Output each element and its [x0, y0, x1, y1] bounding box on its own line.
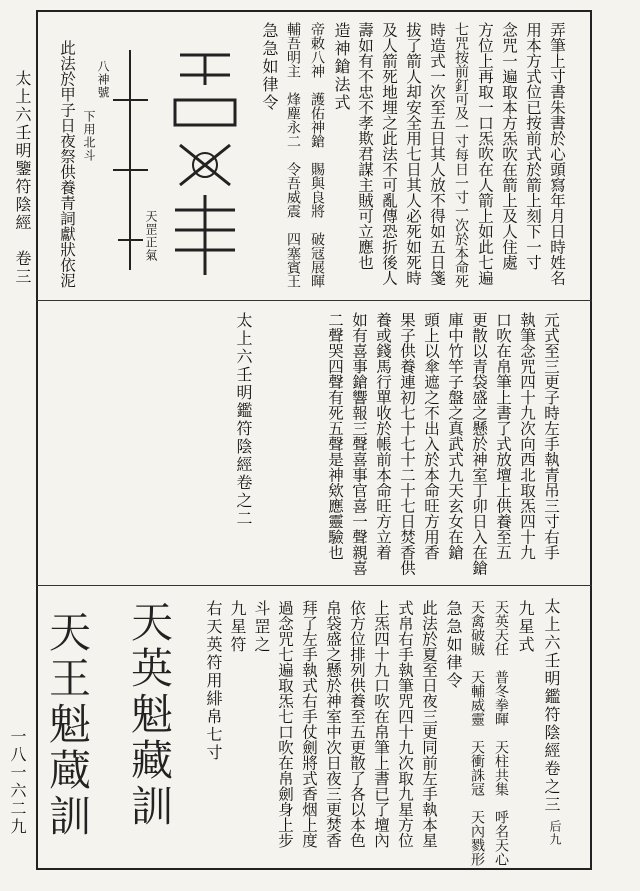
text-column: 天禽破賊 天輔威靈 天衝誅冦 天內戮形: [469, 600, 485, 866]
page-number-margin: 一八一六二九: [8, 728, 27, 836]
text-column: 頭上以傘遮之不出入於本命旺方用香: [422, 312, 440, 560]
talisman-label: 八神號: [96, 60, 110, 99]
volume-title: 太上六壬明鑑符陰經卷之三: [542, 598, 561, 814]
text-column: 拜了左手執式右手仗劍將式香烟上度: [300, 600, 318, 848]
seal-script-talisman: 天英魁藏訓: [125, 600, 174, 830]
text-column: 天英天任 普冬拳暉 天柱共集 呼名天心: [493, 600, 509, 866]
text-column: 元式至三更子時左手執青吊三寸右手: [542, 312, 560, 560]
text-column: 上炁四十九口吹在帛筆上書已了壇內: [372, 600, 390, 848]
talisman-label: 下用北斗: [82, 110, 96, 162]
book-title-margin: 太上六壬明鑒符陰經 卷三: [13, 70, 32, 286]
text-column: 此法於夏至日夜三更同前左手執本星: [420, 600, 438, 848]
text-column: 更散以青袋盛之懸於神室丁卯日入在鎗: [470, 312, 488, 576]
text-column: 七咒按前釘可及一寸每日一寸一次於本命死: [453, 22, 469, 288]
text-column: 帝敕八神 護佑神鎗 賜與良將 破冦展暉: [309, 22, 325, 288]
section-divider-lower: [36, 585, 592, 586]
text-column: 九星式: [516, 600, 535, 654]
text-column: 斗罡之: [252, 600, 271, 654]
text-column: 及人箭死地埋之此法不可亂傳恐折後人: [380, 22, 398, 286]
text-column: 念咒一遍取本方炁吹在箭上及人住處: [500, 22, 518, 270]
text-column: 二聲哭四聲有死五聲是神欸應靈驗也: [326, 312, 344, 560]
talisman-label: 天罡正氣: [144, 210, 158, 262]
page-mark: 后九: [548, 820, 562, 846]
text-column: 庫中竹竿子盤之真武式九天玄女在鎗: [446, 312, 464, 560]
text-column: 執筆念咒四十九次向西北取炁四十九: [518, 312, 536, 560]
text-column: 方位上再取一口炁吹在人箭上如此七遍: [476, 22, 494, 286]
text-column: 右天英符用緋帛七寸: [204, 600, 223, 762]
seal-script-talisman: 天王魁蔵訓: [43, 610, 92, 840]
text-column: 果子供養連初七十七十二十七日焚香供: [398, 312, 416, 576]
text-column: 式帛右手執筆咒四十九次取九星方位: [396, 600, 414, 848]
text-column: 口吹在帛筆上書了式放壇上供養至五: [494, 312, 512, 560]
text-column: 如有喜事鎗響報三聲喜事官喜一聲親喜: [350, 312, 368, 576]
text-column: 九星符: [228, 600, 247, 654]
text-column: 帛袋盛之懸於神室中次日夜三更焚香: [324, 600, 342, 848]
text-column: 造神鎗法式: [332, 22, 351, 112]
text-column: 養或錢馬行單收於帳前本命旺方立着: [374, 312, 392, 560]
talisman-graphic: [160, 45, 250, 285]
text-column: 急急如律令: [444, 600, 463, 690]
text-column: 拔了箭人却安全用七日其人必死如死時: [404, 22, 422, 286]
text-column: 輔吾明主 烽塵永二 令吾威震 四塞賓王: [285, 22, 301, 288]
text-column: 用本方式位已按前式於箭上刻下一寸: [524, 22, 542, 270]
volume-end-title: 太上六壬明鑑符陰經卷之二: [234, 312, 253, 528]
text-column: 過念咒七遍取炁七口吹在帛劍身上步: [276, 600, 294, 848]
spear-talisman-drawing: [160, 45, 250, 285]
text-column: 急急如律令: [260, 22, 279, 112]
talisman-instruction: 此法於甲子日夜祭供養青詞獻狀依泥: [58, 40, 76, 288]
section-divider-upper: [36, 300, 592, 301]
text-column: 弄筆上寸書朱書於心頭寫年月日時姓名: [548, 22, 566, 286]
text-column: 依方位排列供養至五更散了各以本色: [348, 600, 366, 848]
text-column: 壽如有不忠不孝欺君謀主賊可立應也: [356, 22, 374, 270]
text-column: 時造式一次至五日其人放不得如五日箋: [428, 22, 446, 286]
